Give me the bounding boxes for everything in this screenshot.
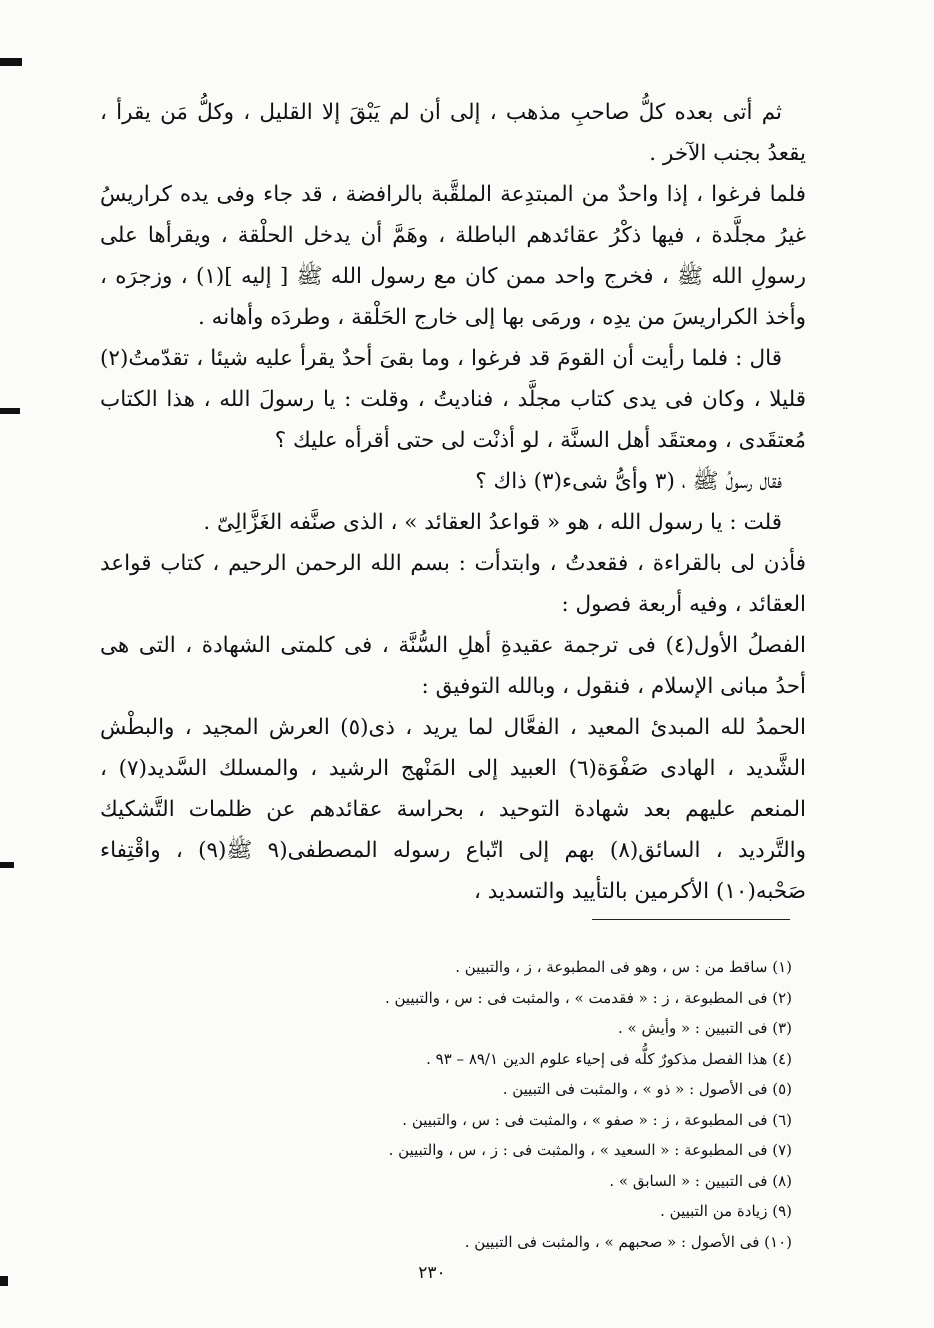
- footnote: (٥) فى الأصول : « ذو » ، والمثبت فى التبيين .: [502, 1080, 792, 1098]
- paragraph: ثم أتى بعده كلُّ صاحبِ مذهب ، إلى أن لم يَبْقَ إلا القليل ، وكلُّ مَن يقرأ ، يقعدُ بجنب الآخر .: [100, 100, 806, 166]
- footnote: (٢) فى المطبوعة ، ز : « فقدمت » ، والمثبت فى : س ، والتبيين .: [384, 988, 792, 1007]
- footnote: (١) ساقط من : س ، وهو فى المطبوعة ، ز ، والتبيين .: [455, 958, 792, 976]
- scan-edge-mark: [0, 1276, 8, 1286]
- paragraph: الفصلُ الأول(٤) فى ترجمة عقيدةِ أهلِ السُّنَّة ، فى كلمتى الشهادة ، التى هى أحدُ مبانى الإسلام ، فنقول ، وبالله التوفيق :: [100, 633, 806, 699]
- scan-edge-mark: [0, 862, 14, 868]
- paragraph: فلما فرغوا ، إذا واحدٌ من المبتدِعة الملقَّبة بالرافضة ، قد جاء وفى يده كراريسُ غيرُ مجلَّدة ، فيها ذكْرُ عقائدهم الباطلة ، وهَمَّ أن يدخل الحلْقة ، ويقرأها على رسولِ الله ﷺ ، فخرج واحد ممن كان مع رسول الله ﷺ [ إليه ](١) ، وزجرَه ، وأخذ الكراريسَ من يدِه ، ورمَى بها إلى خارج الحَلْقة ، وطردَه وأهانه .: [100, 182, 807, 330]
- scan-edge-mark: [0, 58, 22, 66]
- footnotes: [152, 952, 792, 1257]
- footnote: (٧) فى المطبوعة : « السعيد » ، والمثبت فى : ز ، س ، والتبيين .: [388, 1141, 792, 1159]
- footnote: (٣) فى التبيين : « وأيش » .: [618, 1019, 792, 1037]
- footnote: (٨) فى التبيين : « السابق » .: [609, 1171, 792, 1190]
- footnote-separator: [592, 919, 790, 920]
- footnote: (٤) هذا الفصل مذكورٌ كلُّه فى إحياء علوم الدين ٨٩/١ – ٩٣ .: [426, 1049, 792, 1068]
- paragraph: فأذن لى بالقراءة ، فقعدتُ ، وابتدأت : بسم الله الرحمن الرحيم ، كتاب قواعد العقائد ، وفيه أربعة فصول :: [100, 551, 806, 617]
- page-body: [100, 92, 806, 912]
- scan-edge-mark: [0, 408, 20, 414]
- main-text: [100, 92, 806, 912]
- footnote: (٩) زيادة من التبيين .: [660, 1202, 792, 1220]
- page-number: ٢٣٠: [418, 1263, 446, 1283]
- footnote: (٦) فى المطبوعة ، ز : « صفو » ، والمثبت فى : س ، والتبيين .: [402, 1110, 792, 1129]
- footnote: (١٠) فى الأصول : « صحبهم » ، والمثبت فى التبيين .: [464, 1232, 792, 1251]
- paragraph: فقال رسولُ ﷺ ، (٣ وأىُّ شىء(٣) ذاك ؟: [475, 469, 782, 494]
- paragraph: الحمدُ لله المبدئ المعيد ، الفعَّال لما يريد ، ذى(٥) العرش المجيد ، والبطْش الشَّديد ، الهادى صَفْوَة(٦) العبيد إلى المَنْهج الرشيد ، والمسلك السَّديد(٧) ، المنعم عليهم بعد شهادة التوحيد ، بحراسة عقائدهم عن ظلمات التَّشكيك والتَّرديد ، السائق(٨) بهم إلى اتّباع رسوله المصطفى(٩ ﷺ(٩) ، واقْتِفاء صَحْبه(١٠) الأكرمين بالتأييد والتسديد ،: [100, 715, 806, 904]
- paragraph: قال : فلما رأيت أن القومَ قد فرغوا ، وما بقىَ أحدٌ يقرأ عليه شيئا ، تقدّمتُ(٢) قليلا ، وكان فى يدى كتاب مجلَّد ، فناديتُ ، وقلت : يا رسولَ الله ، هذا الكتاب مُعتقَدى ، ومعتقَد أهل السنَّة ، لو أذنْت لى حتى أقرأه عليك ؟: [100, 346, 806, 453]
- paragraph: قلت : يا رسول الله ، هو « قواعدُ العقائد » ، الذى صنَّفه الغَزَّالِىّ .: [203, 510, 782, 535]
